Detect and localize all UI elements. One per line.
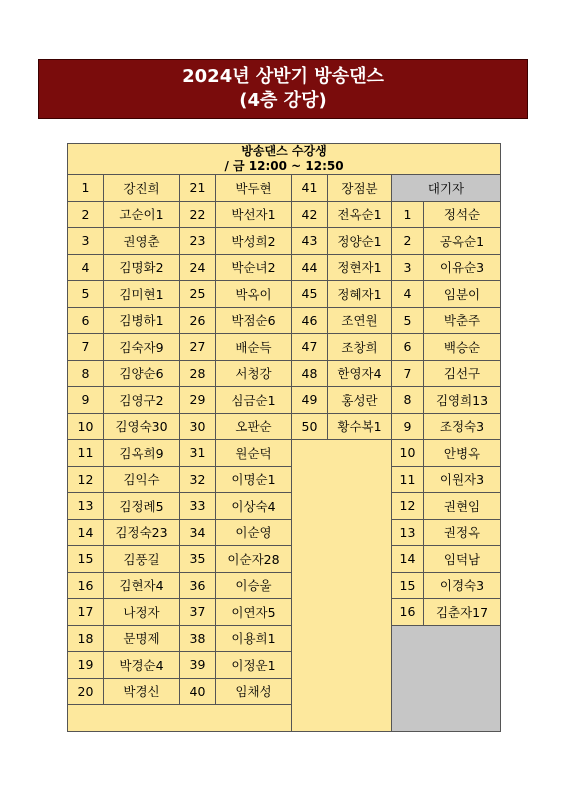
student-name: 이명순1 xyxy=(216,466,292,493)
student-name: 문명제 xyxy=(104,625,180,652)
student-name: 박점순6 xyxy=(216,307,292,334)
class-schedule: / 금 12:00 ~ 12:50 xyxy=(224,159,344,173)
student-name: 김정숙23 xyxy=(104,519,180,546)
student-number: 31 xyxy=(180,440,216,467)
waiting-number: 9 xyxy=(392,413,424,440)
student-name: 정현자1 xyxy=(328,254,392,281)
student-name: 김풍길 xyxy=(104,546,180,573)
student-number: 37 xyxy=(180,599,216,626)
waiting-number: 12 xyxy=(392,493,424,520)
student-number: 6 xyxy=(68,307,104,334)
student-name: 박순녀2 xyxy=(216,254,292,281)
student-name: 나정자 xyxy=(104,599,180,626)
waiting-number: 11 xyxy=(392,466,424,493)
student-number: 4 xyxy=(68,254,104,281)
table-header xyxy=(68,144,501,175)
student-name: 박경신 xyxy=(104,678,180,705)
student-name: 이승울 xyxy=(216,572,292,599)
waiting-number: 3 xyxy=(392,254,424,281)
student-number: 41 xyxy=(292,175,328,202)
student-number: 21 xyxy=(180,175,216,202)
student-number: 16 xyxy=(68,572,104,599)
student-name: 김영구2 xyxy=(104,387,180,414)
waiting-name: 이원자3 xyxy=(424,466,501,493)
empty-area xyxy=(292,440,392,732)
student-number: 13 xyxy=(68,493,104,520)
waiting-name: 임덕남 xyxy=(424,546,501,573)
roster-table xyxy=(67,143,501,732)
student-name: 정혜자1 xyxy=(328,281,392,308)
student-number: 44 xyxy=(292,254,328,281)
student-name: 조창희 xyxy=(328,334,392,361)
waiting-name: 김춘자17 xyxy=(424,599,501,626)
student-number: 35 xyxy=(180,546,216,573)
table-row xyxy=(68,201,501,228)
student-number: 24 xyxy=(180,254,216,281)
student-name: 권영춘 xyxy=(104,228,180,255)
student-number: 46 xyxy=(292,307,328,334)
student-name: 김미현1 xyxy=(104,281,180,308)
table-row xyxy=(68,307,501,334)
student-name: 원순덕 xyxy=(216,440,292,467)
student-name: 고순이1 xyxy=(104,201,180,228)
waiting-name: 이유순3 xyxy=(424,254,501,281)
student-number: 47 xyxy=(292,334,328,361)
page-title: 2024년 상반기 방송댄스 xyxy=(182,66,384,87)
student-number: 26 xyxy=(180,307,216,334)
waiting-name: 권현임 xyxy=(424,493,501,520)
student-number: 20 xyxy=(68,678,104,705)
student-number: 40 xyxy=(180,678,216,705)
student-number: 49 xyxy=(292,387,328,414)
table-row xyxy=(68,493,501,520)
student-name: 김정례5 xyxy=(104,493,180,520)
table-row xyxy=(68,440,501,467)
table-row xyxy=(68,254,501,281)
student-name: 오판순 xyxy=(216,413,292,440)
waiting-name: 권정옥 xyxy=(424,519,501,546)
waiting-number: 2 xyxy=(392,228,424,255)
waiting-name: 임분이 xyxy=(424,281,501,308)
student-number: 23 xyxy=(180,228,216,255)
student-name: 홍성란 xyxy=(328,387,392,414)
student-name: 배순득 xyxy=(216,334,292,361)
waiting-number: 5 xyxy=(392,307,424,334)
waiting-number: 4 xyxy=(392,281,424,308)
student-number: 38 xyxy=(180,625,216,652)
student-number: 32 xyxy=(180,466,216,493)
student-number: 1 xyxy=(68,175,104,202)
student-name: 강진희 xyxy=(104,175,180,202)
student-number: 25 xyxy=(180,281,216,308)
table-row xyxy=(68,466,501,493)
student-name: 박두현 xyxy=(216,175,292,202)
class-title: 방송댄스 수강생 xyxy=(241,144,327,158)
student-number: 11 xyxy=(68,440,104,467)
student-name: 김현자4 xyxy=(104,572,180,599)
student-number: 36 xyxy=(180,572,216,599)
student-name: 김양순6 xyxy=(104,360,180,387)
student-number: 29 xyxy=(180,387,216,414)
student-number: 12 xyxy=(68,466,104,493)
student-name: 김옥희9 xyxy=(104,440,180,467)
table-row xyxy=(68,519,501,546)
waiting-name: 공옥순1 xyxy=(424,228,501,255)
student-name: 조연원 xyxy=(328,307,392,334)
waiting-number: 13 xyxy=(392,519,424,546)
student-number: 15 xyxy=(68,546,104,573)
student-number: 5 xyxy=(68,281,104,308)
student-number: 18 xyxy=(68,625,104,652)
student-name: 이용희1 xyxy=(216,625,292,652)
student-number: 8 xyxy=(68,360,104,387)
student-name: 전옥순1 xyxy=(328,201,392,228)
student-name: 김숙자9 xyxy=(104,334,180,361)
student-number: 9 xyxy=(68,387,104,414)
table-row xyxy=(68,413,501,440)
waiting-name: 정석순 xyxy=(424,201,501,228)
table-row xyxy=(68,599,501,626)
student-number: 22 xyxy=(180,201,216,228)
waiting-number: 6 xyxy=(392,334,424,361)
student-number: 17 xyxy=(68,599,104,626)
waiting-number: 8 xyxy=(392,387,424,414)
waiting-name: 김영희13 xyxy=(424,387,501,414)
student-name: 이연자5 xyxy=(216,599,292,626)
waiting-name: 안병옥 xyxy=(424,440,501,467)
student-number: 14 xyxy=(68,519,104,546)
empty-footer xyxy=(68,705,292,732)
table-row xyxy=(68,228,501,255)
student-number: 30 xyxy=(180,413,216,440)
student-number: 50 xyxy=(292,413,328,440)
waiting-number: 10 xyxy=(392,440,424,467)
page-subtitle: (4층 강당) xyxy=(239,90,327,111)
waiting-number: 16 xyxy=(392,599,424,626)
table-header-row xyxy=(68,144,501,175)
student-number: 42 xyxy=(292,201,328,228)
student-name: 박성희2 xyxy=(216,228,292,255)
student-name: 황수복1 xyxy=(328,413,392,440)
student-number: 43 xyxy=(292,228,328,255)
student-name: 정양순1 xyxy=(328,228,392,255)
student-name: 박선자1 xyxy=(216,201,292,228)
student-name: 심금순1 xyxy=(216,387,292,414)
waiting-number: 7 xyxy=(392,360,424,387)
table-row xyxy=(68,546,501,573)
waiting-list-header: 대기자 xyxy=(392,175,501,202)
student-name: 김익수 xyxy=(104,466,180,493)
page-title-banner xyxy=(38,59,528,119)
student-number: 45 xyxy=(292,281,328,308)
student-name: 박옥이 xyxy=(216,281,292,308)
student-number: 10 xyxy=(68,413,104,440)
student-number: 33 xyxy=(180,493,216,520)
waiting-name: 조정숙3 xyxy=(424,413,501,440)
student-number: 28 xyxy=(180,360,216,387)
student-number: 27 xyxy=(180,334,216,361)
student-name: 김명화2 xyxy=(104,254,180,281)
student-number: 19 xyxy=(68,652,104,679)
student-name: 박경순4 xyxy=(104,652,180,679)
table-row xyxy=(68,281,501,308)
student-number: 2 xyxy=(68,201,104,228)
student-name: 한영자4 xyxy=(328,360,392,387)
student-name: 임채성 xyxy=(216,678,292,705)
waiting-name: 백승순 xyxy=(424,334,501,361)
student-name: 이정운1 xyxy=(216,652,292,679)
waiting-name: 이경숙3 xyxy=(424,572,501,599)
waiting-number: 1 xyxy=(392,201,424,228)
student-name: 김영숙30 xyxy=(104,413,180,440)
student-name: 서청강 xyxy=(216,360,292,387)
table-row xyxy=(68,387,501,414)
waiting-name: 박춘주 xyxy=(424,307,501,334)
table-row xyxy=(68,572,501,599)
student-number: 48 xyxy=(292,360,328,387)
table-row xyxy=(68,625,501,652)
student-number: 7 xyxy=(68,334,104,361)
table-row xyxy=(68,334,501,361)
student-number: 3 xyxy=(68,228,104,255)
student-number: 39 xyxy=(180,652,216,679)
waiting-number: 15 xyxy=(392,572,424,599)
student-name: 장점분 xyxy=(328,175,392,202)
student-name: 이순영 xyxy=(216,519,292,546)
student-name: 이상숙4 xyxy=(216,493,292,520)
waiting-number: 14 xyxy=(392,546,424,573)
waiting-name: 김선구 xyxy=(424,360,501,387)
table-row xyxy=(68,360,501,387)
student-name: 김병하1 xyxy=(104,307,180,334)
table-row xyxy=(68,175,501,202)
student-name: 이순자28 xyxy=(216,546,292,573)
student-number: 34 xyxy=(180,519,216,546)
waiting-empty-area xyxy=(392,625,501,731)
